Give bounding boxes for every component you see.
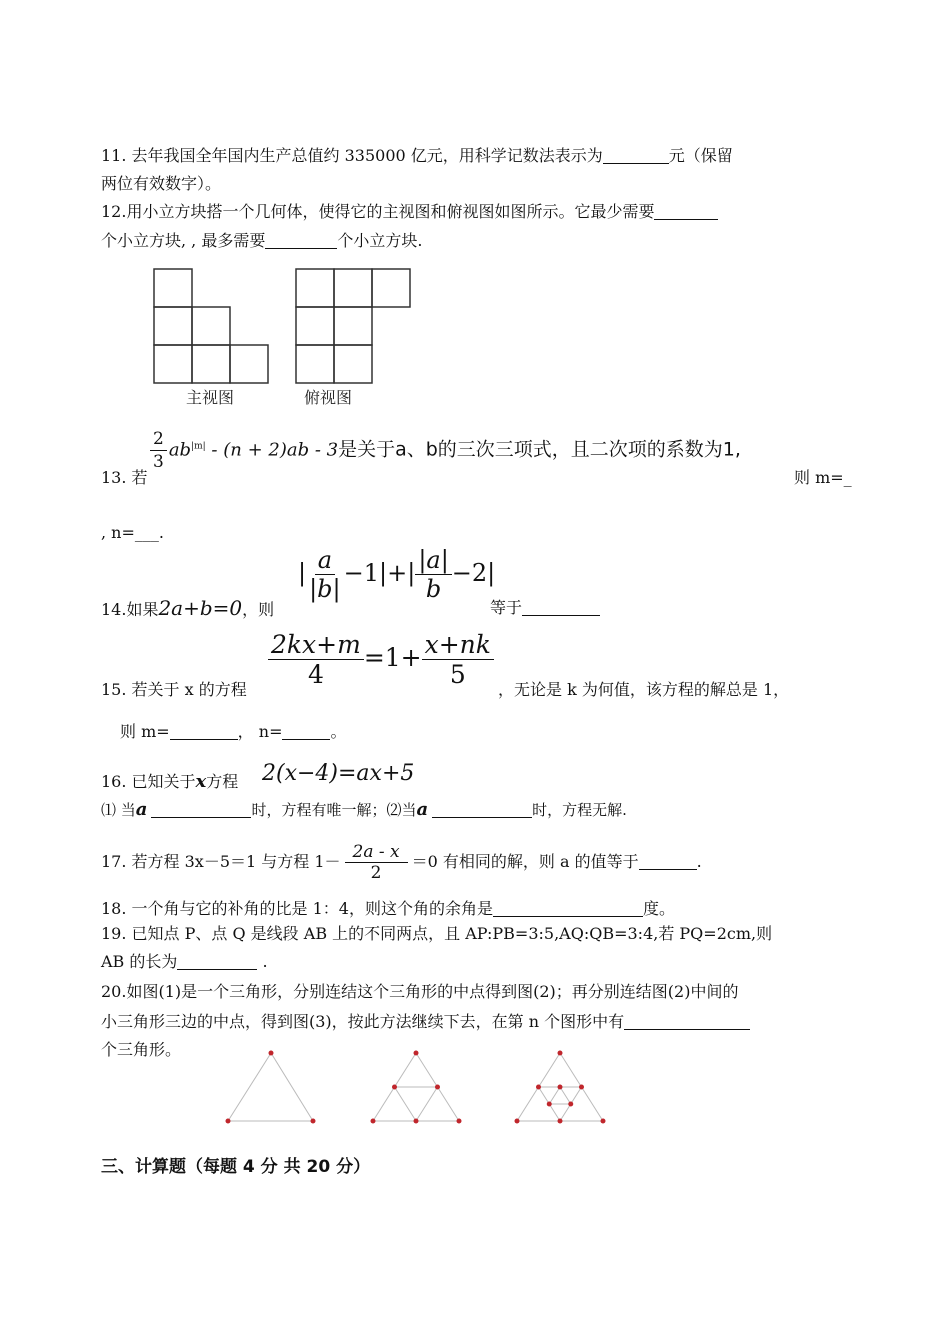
answer-blank-min[interactable] [654,203,718,220]
question-13-line2: , n=___. [101,523,164,542]
front-view-label: 主视图 [186,388,235,407]
question-20-line2: 小三角形三边的中点，得到图(3)，按此方法继续下去，在第 n 个图形中有 [101,1012,750,1032]
question-14-prefix: 14.如果2a+b=0，则 [101,596,275,620]
question-14-expression: | $\frac{a}{|b|}$ −1|+| $\frac{|a|}{b}$ −2| [298,546,496,603]
question-20-line1: 20.如图(1)是一个三角形，分别连结这个三角形的中点得到图(2)；再分别连结图(2)中间的 [101,982,739,1001]
triangle-1-dots [226,1051,316,1124]
answer-blank-max[interactable] [265,232,337,249]
question-14-suffix: 等于 [490,598,600,618]
question-13-prefix: 13. 若 [101,468,148,487]
question-16-line2: ⑴ 当a 时，方程有唯一解；⑵当a 时，方程无解. [101,799,627,820]
question-12-line1: 12.用小立方块搭一个几何体，使得它的主视图和俯视图如图所示。它最少需要 [101,202,718,222]
question-15-prefix: 15. 若关于 x 的方程 [101,680,247,699]
triangles-figure [215,1045,615,1130]
question-15-equation: $\frac{2kx+m}{4}$ =1+ $\frac{x+nk}{5}$ [268,630,494,689]
question-16-equation: 2(x−4)=ax+5 [262,761,415,786]
question-17-line: 17. 若方程 3x－5＝1 与方程 1－ $\frac{2a - x}{2}$ ＝0 有相同的解，则 a 的值等于 . [101,842,702,883]
fraction-2a-minus-x: $\frac{2a - x}{2}$ [345,842,408,883]
answer-blank[interactable] [522,599,600,616]
answer-blank-none[interactable] [432,801,532,818]
answer-blank[interactable] [493,900,643,917]
question-15-line2: 则 m= ， n= 。 [120,722,347,741]
section-3-heading: 三、计算题（每题 4 分 共 20 分） [101,1157,371,1177]
answer-blank-n[interactable] [282,723,330,740]
question-19-line2: AB 的长为 . [101,952,268,971]
answer-blank-unique[interactable] [151,801,251,818]
question-13-expression: $\frac{2}{3}$ $ab^{|m|} - (n + 2)ab - 3$是关于a、b的三次三项式，且二次项的系数为1, [150,428,741,473]
question-12-line2: 个小立方块, , 最多需要 个小立方块. [101,231,423,250]
triangle-3-dots [515,1051,606,1124]
fraction-a-over-abs-b: $\frac{a}{|b|}$ [309,546,341,603]
question-20-line3: 个三角形。 [101,1040,182,1059]
top-view-label: 俯视图 [304,388,353,407]
answer-blank[interactable] [177,953,257,970]
fraction-abs-a-over-b: $\frac{|a|}{b}$ [415,546,451,603]
triangle-2 [373,1053,459,1121]
question-13-suffix: 则 m=_ [794,468,852,487]
front-view-grid [154,269,268,383]
question-18-line: 18. 一个角与它的补角的比是 1：4，则这个角的余角是 度。 [101,899,675,918]
coefficient-fraction: $\frac{2}{3}$ [150,428,167,473]
question-11-line1: 11. 去年我国全年国内生产总值约 335000 亿元，用科学记数法表示为 元（保留 [101,146,733,165]
question-15-suffix: ，无论是 k 为何值，该方程的解总是 1， [498,680,790,699]
answer-blank[interactable] [639,853,697,870]
question-11-line2: 两位有效数字）。 [101,174,222,193]
answer-blank-m[interactable] [170,723,238,740]
answer-blank[interactable] [624,1013,750,1030]
question-19-line1: 19. 已知点 P、点 Q 是线段 AB 上的不同两点，且 AP:PB=3:5,AQ:QB=3:4,若 PQ=2cm,则 [101,924,773,943]
fraction-right: $\frac{x+nk}{5}$ [422,630,494,689]
cube-views-figure [150,265,420,415]
fraction-left: $\frac{2kx+m}{4}$ [268,630,364,689]
question-16-line1: 16. 已知关于x方程 [101,771,239,792]
triangle-1 [228,1053,313,1121]
top-view-grid [296,269,410,383]
answer-blank[interactable] [603,147,669,164]
